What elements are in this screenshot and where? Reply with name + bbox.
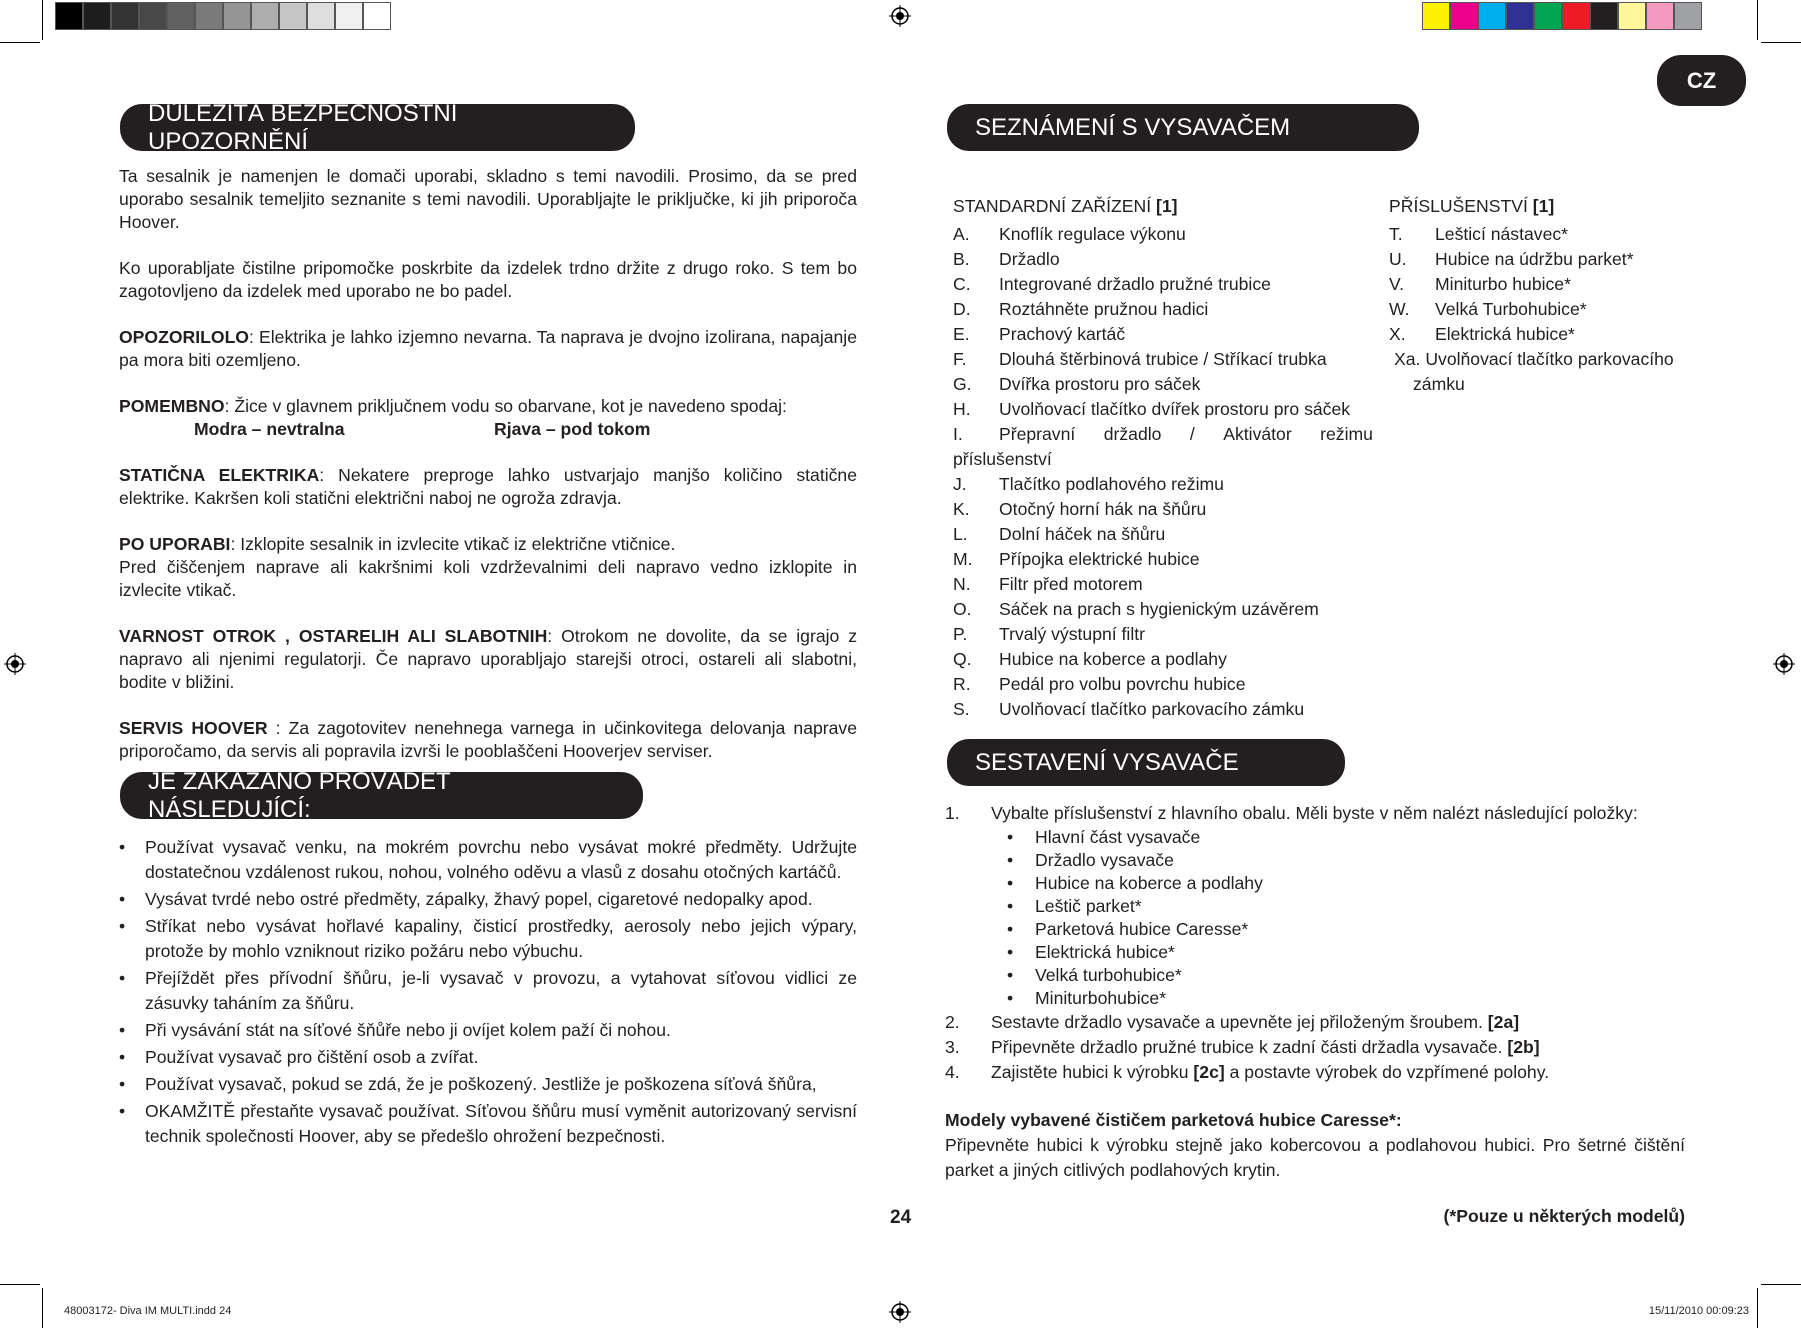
forbidden-item: • Při vysávání stát na síťové šňůře nebo ji ovíjet kolem paží či nohou. [119, 1018, 857, 1043]
crop-mark [1761, 1284, 1801, 1285]
standard-heading-ref: [1] [1156, 196, 1178, 216]
list-text: Elektrická hubice* [1435, 324, 1575, 344]
language-badge: CZ [1657, 55, 1746, 106]
step [945, 1060, 1685, 1085]
list-text: Sáček na prach s hygienickým uzávěrem [999, 599, 1319, 619]
footer-file: 48003172- Diva IM MULTI.indd 24 [64, 1305, 232, 1317]
assembly-steps [945, 801, 1685, 1183]
list-key: N. [953, 574, 971, 594]
standard-heading-text: STANDARDNÍ ZAŘÍZENÍ [953, 196, 1156, 216]
step-text-after: a postavte výrobek do vzpřímené polohy. [1224, 1062, 1550, 1082]
color-swatch [1478, 2, 1506, 30]
list-key: G. [953, 374, 972, 394]
step-1-item: • Hlavní část vysavače [1007, 826, 1685, 849]
list-key: E. [953, 324, 970, 344]
caresse-text: Připevněte hubici k výrobku stejně jako kobercovou a podlahovou hubici. Pro šetrné čištění parket a jiných citlivých podlahových krytin. [945, 1135, 1685, 1180]
step-1-item: • Velká turbohubice* [1007, 964, 1685, 987]
list-key: P. [953, 624, 968, 644]
list-item [953, 347, 1373, 372]
step [945, 1035, 1685, 1060]
crop-mark [1757, 0, 1758, 40]
list-text: Uvolňovací tlačítko parkovacího zámku [999, 699, 1305, 719]
safety-text [119, 165, 857, 786]
crop-mark [1757, 1288, 1758, 1328]
gray-swatch [251, 2, 279, 30]
list-item [1389, 247, 1709, 272]
list-text: Dvířka prostoru pro sáček [999, 374, 1201, 394]
service-text: : Za zagotovitev nenehnega varnega in učinkovitega delovanja naprave priporočamo, da servis ali popravila izvrši le pooblaščeni Hooverjev serviser. [119, 718, 857, 761]
list-item [953, 572, 1373, 597]
list-key: L. [953, 524, 968, 544]
list-key: O. [953, 599, 972, 619]
gray-swatch [195, 2, 223, 30]
registration-mark-icon [889, 1301, 911, 1323]
list-key: I. [953, 424, 963, 444]
accessories-heading-ref: [1] [1532, 196, 1555, 216]
list-item [953, 647, 1373, 672]
important-label: POMEMBNO [119, 396, 225, 416]
step-text [991, 1060, 1549, 1085]
list-item [953, 322, 1373, 347]
step-1-item: • Držadlo vysavače [1007, 849, 1685, 872]
list-item [1389, 222, 1709, 247]
child-safety-label: VARNOST OTROK , OSTARELIH ALI SLABOTNIH [119, 626, 548, 646]
step-number: 3. [945, 1037, 960, 1057]
list-text: Otočný horní hák na šňůru [999, 499, 1207, 519]
static-text: : Nekatere preproge lahko ustvarjajo manjšo količino statične elektrike. Kakršen koli statični električni naboj ne ogroža zdravja. [119, 465, 857, 508]
list-text: Filtr před motorem [999, 574, 1143, 594]
list-key: R. [953, 674, 971, 694]
gray-swatch [55, 2, 83, 30]
color-swatch [1646, 2, 1674, 30]
intro-heading-text: SEZNÁMENÍ S VYSAVAČEM [975, 113, 1291, 141]
list-text: Prachový kartáč [999, 324, 1126, 344]
step-text [991, 1035, 1540, 1060]
list-key: T. [1389, 224, 1403, 244]
list-item [953, 472, 1373, 497]
warning-label: OPOZORILOLO [119, 327, 249, 347]
important-paragraph [119, 395, 857, 418]
gray-swatch [363, 2, 391, 30]
color-swatch [1618, 2, 1646, 30]
list-item [953, 422, 1373, 447]
list-text: Dlouhá štěrbinová trubice / Stříkací trubka [999, 349, 1327, 369]
list-key: J. [953, 474, 967, 494]
list-item [1389, 322, 1709, 347]
list-text: Tlačítko podlahového režimu [999, 474, 1224, 494]
list-key: W. [1389, 299, 1410, 319]
gray-color-bar [55, 2, 391, 30]
accessories-heading [1389, 194, 1709, 219]
after-use-label: PO UPORABI [119, 534, 231, 554]
gray-swatch [111, 2, 139, 30]
list-text: Uvolňovací tlačítko dvířek prostoru pro sáček [999, 399, 1351, 419]
list-text: Roztáhněte pružnou hadici [999, 299, 1209, 319]
gray-swatch [83, 2, 111, 30]
color-swatch [1674, 2, 1702, 30]
caresse-title: Modely vybavené čističem parketová hubice Caresse*: [945, 1110, 1402, 1130]
step [945, 1010, 1685, 1035]
gray-swatch [335, 2, 363, 30]
list-key: F. [953, 349, 967, 369]
word: Přepravní [999, 424, 1076, 444]
list-key: Q. [953, 649, 972, 669]
list-text: Hubice na údržbu parket* [1435, 249, 1634, 269]
list-item-continuation: příslušenství [953, 449, 1052, 469]
assembly-heading [947, 739, 1345, 786]
standard-list [953, 222, 1373, 422]
step-1-item: • Hubice na koberce a podlahy [1007, 872, 1685, 895]
color-swatch [1422, 2, 1450, 30]
list-item-continuation: zámku [1413, 374, 1465, 394]
word: režimu [1320, 424, 1373, 444]
warning-paragraph [119, 326, 857, 372]
list-item [1389, 272, 1709, 297]
intro-heading [947, 104, 1419, 151]
list-key: Xa. [1394, 349, 1421, 369]
child-safety-text: : Otrokom ne dovolite, da se igrajo z napravo ali njenimi regulatorji. Če napravo uporabljajo starejši otroci, ostareli ali slabotni, bodite v bližini. [119, 626, 857, 692]
crop-mark [1761, 42, 1801, 43]
accessories-list [1389, 222, 1709, 347]
list-key: K. [953, 499, 970, 519]
forbidden-list [119, 835, 857, 1149]
list-item [953, 297, 1373, 322]
step-1-item: • Elektrická hubice* [1007, 941, 1685, 964]
step-figure-ref: [2b] [1507, 1037, 1540, 1057]
list-key: C. [953, 274, 971, 294]
step-number: 2. [945, 1012, 960, 1032]
list-key: U. [1389, 249, 1407, 269]
list-key: M. [953, 549, 973, 569]
forbidden-item: • Používat vysavač, pokud se zdá, že je poškozený. Jestliže je poškozena síťová šňůra, [119, 1072, 857, 1097]
safety-heading [120, 99, 635, 155]
warning-text: : Elektrika je lahko izjemno nevarna. Ta naprava je dvojno izolirana, napajanje pa mora biti ozemljeno. [119, 327, 857, 370]
static-paragraph [119, 464, 857, 510]
important-text: : Žice v glavnem priključnem vodu so obarvane, kot je navedeno spodaj: [224, 396, 787, 416]
forbidden-item: • Vysávat tvrdé nebo ostré předměty, zápalky, žhavý popel, cigaretové nedopalky apod. [119, 887, 857, 912]
accessories [1389, 194, 1709, 397]
list-text: Velká Turbohubice* [1435, 299, 1587, 319]
crop-mark [0, 1284, 40, 1285]
step-figure-ref: [2c] [1193, 1062, 1225, 1082]
list-item [953, 547, 1373, 572]
gray-swatch [223, 2, 251, 30]
step-text: Vybalte příslušenství z hlavního obalu. Měli byste v něm nalézt následující položky: [991, 803, 1638, 823]
list-text: Miniturbo hubice* [1435, 274, 1571, 294]
service-paragraph [119, 717, 857, 763]
list-item [953, 397, 1373, 422]
after-use-paragraph [119, 533, 857, 556]
list-item [953, 622, 1373, 647]
list-text: Trvalý výstupní filtr [999, 624, 1145, 644]
gray-swatch [167, 2, 195, 30]
after-use-paragraph-2: Pred čiščenjem naprave ali kakršnimi koli vzdrževalnimi deli napravo vedno izklopite in izvlecite vtikač. [119, 557, 857, 600]
page-number: 24 [890, 1207, 912, 1228]
registration-mark-icon [4, 653, 26, 675]
list-item [1389, 297, 1709, 322]
wire-blue: Modra – nevtralna [194, 419, 345, 439]
standard-equipment [953, 194, 1373, 722]
crop-mark [42, 1288, 43, 1328]
list-item [1389, 347, 1709, 372]
list-text: Dolní háček na šňůru [999, 524, 1166, 544]
registration-mark-icon [1773, 653, 1795, 675]
list-item [953, 672, 1373, 697]
registration-mark-icon [889, 5, 911, 27]
forbidden-heading [120, 767, 643, 823]
crop-mark [0, 42, 40, 43]
safety-heading-text: DŮLEŽITÁ BEZPEČNOSTNÍ UPOZORNĚNÍ [148, 99, 458, 155]
list-key: V. [1389, 274, 1405, 294]
wire-colors [119, 418, 857, 441]
gray-swatch [139, 2, 167, 30]
list-key: A. [953, 224, 970, 244]
step-1 [945, 801, 1685, 826]
list-item [953, 522, 1373, 547]
list-item [953, 372, 1373, 397]
standard-heading [953, 194, 1373, 219]
crop-mark [42, 0, 43, 40]
step-1-item: • Parketová hubice Caresse* [1007, 918, 1685, 941]
service-label: SERVIS HOOVER [119, 718, 268, 738]
footer-date: 15/11/2010 00:09:23 [1648, 1305, 1749, 1317]
step-number: 1. [945, 803, 960, 823]
step-text [991, 1010, 1519, 1035]
forbidden-list-wrap [119, 835, 857, 1151]
after-use-text: : Izklopite sesalnik in izvlecite vtikač iz električne vtičnice. [230, 534, 676, 554]
step-1-item: • Miniturbohubice* [1007, 987, 1685, 1010]
list-item [953, 697, 1373, 722]
list-key: D. [953, 299, 971, 319]
forbidden-item: • Používat vysavač pro čištění osob a zvířat. [119, 1045, 857, 1070]
color-swatch [1534, 2, 1562, 30]
word: / [1189, 424, 1195, 444]
static-label: STATIČNA ELEKTRIKA [119, 465, 320, 485]
step-number: 4. [945, 1062, 960, 1082]
word: držadlo [1103, 424, 1162, 444]
list-text: Integrované držadlo pružné trubice [999, 274, 1271, 294]
list-item [953, 247, 1373, 272]
color-swatch [1506, 2, 1534, 30]
forbidden-heading-text: JE ZAKÁZÁNO PROVÁDĚT NÁSLEDUJÍCÍ: [148, 767, 451, 823]
gray-swatch [307, 2, 335, 30]
step-1-item: • Leštič parket* [1007, 895, 1685, 918]
process-color-bar [1422, 2, 1702, 30]
forbidden-item: • Stříkat nebo vysávat hořlavé kapaliny, čisticí prostředky, aerosoly nebo jejich výpary, protože by mohlo vzniknout riziko požáru nebo výbuchu. [119, 914, 857, 964]
assembly-heading-text: SESTAVENÍ VYSAVAČE [975, 748, 1239, 776]
forbidden-item: • Přejíždět přes přívodní šňůru, je-li vysavač v provozu, a vytahovat síťovou vidlici ze zásuvky taháním za šňůru. [119, 966, 857, 1016]
list-text [999, 422, 1373, 447]
paragraph: Ko uporabljate čistilne pripomočke poskrbite da izdelek trdno držite z drugo roko. S tem bo zagotovljeno da izdelek med uporabo ne bo padel. [119, 258, 857, 301]
step-text-main: Zajistěte hubici k výrobku [991, 1062, 1194, 1082]
list-item [953, 272, 1373, 297]
list-key: H. [953, 399, 971, 419]
list-key: B. [953, 249, 970, 269]
list-text: Pedál pro volbu povrchu hubice [999, 674, 1246, 694]
footnote: (*Pouze u některých modelů) [1443, 1206, 1685, 1226]
child-safety-paragraph [119, 625, 857, 694]
standard-list-2 [953, 472, 1373, 722]
step-text-main: Sestavte držadlo vysavače a upevněte jej přiloženým šroubem. [991, 1012, 1488, 1032]
wire-brown: Rjava – pod tokom [494, 419, 651, 439]
list-text: Hubice na koberce a podlahy [999, 649, 1227, 669]
list-item [953, 222, 1373, 247]
list-item [953, 497, 1373, 522]
step-text-main: Připevněte držadlo pružné trubice k zadní části držadla vysavače. [991, 1037, 1508, 1057]
list-text: Držadlo [999, 249, 1060, 269]
gray-swatch [279, 2, 307, 30]
list-text: Uvolňovací tlačítko parkovacího [1425, 349, 1674, 369]
paragraph: Ta sesalnik je namenjen le domači uporabi, skladno s temi navodili. Prosimo, da se pred uporabo sesalnik temeljito seznanite s temi navodili. Uporabljajte le priključke, ki jih priporoča Hoover. [119, 166, 857, 232]
list-text: Knoflík regulace výkonu [999, 224, 1186, 244]
step-1-items [945, 826, 1685, 1010]
color-swatch [1450, 2, 1478, 30]
list-key: S. [953, 699, 970, 719]
forbidden-item: • OKAMŽITĚ přestaňte vysavač používat. Síťovou šňůru musí vyměnit autorizovaný servisní technik společnosti Hoover, aby se předešlo ohrožení bezpečnosti. [119, 1099, 857, 1149]
forbidden-item: • Používat vysavač venku, na mokrém povrchu nebo vysávat mokré předměty. Udržujte dostatečnou vzdálenost rukou, nohou, volného oděvu a vlasů z dosahu otočných kartáčů. [119, 835, 857, 885]
list-item [953, 597, 1373, 622]
color-swatch [1590, 2, 1618, 30]
list-key: X. [1389, 324, 1406, 344]
steps-list [945, 1010, 1685, 1085]
accessories-heading-text: PŘÍSLUŠENSTVÍ [1389, 196, 1533, 216]
step-figure-ref: [2a] [1487, 1012, 1520, 1032]
list-text: Lešticí nástavec* [1435, 224, 1569, 244]
color-swatch [1562, 2, 1590, 30]
word: Aktivátor [1223, 424, 1292, 444]
list-text: Přípojka elektrické hubice [999, 549, 1200, 569]
